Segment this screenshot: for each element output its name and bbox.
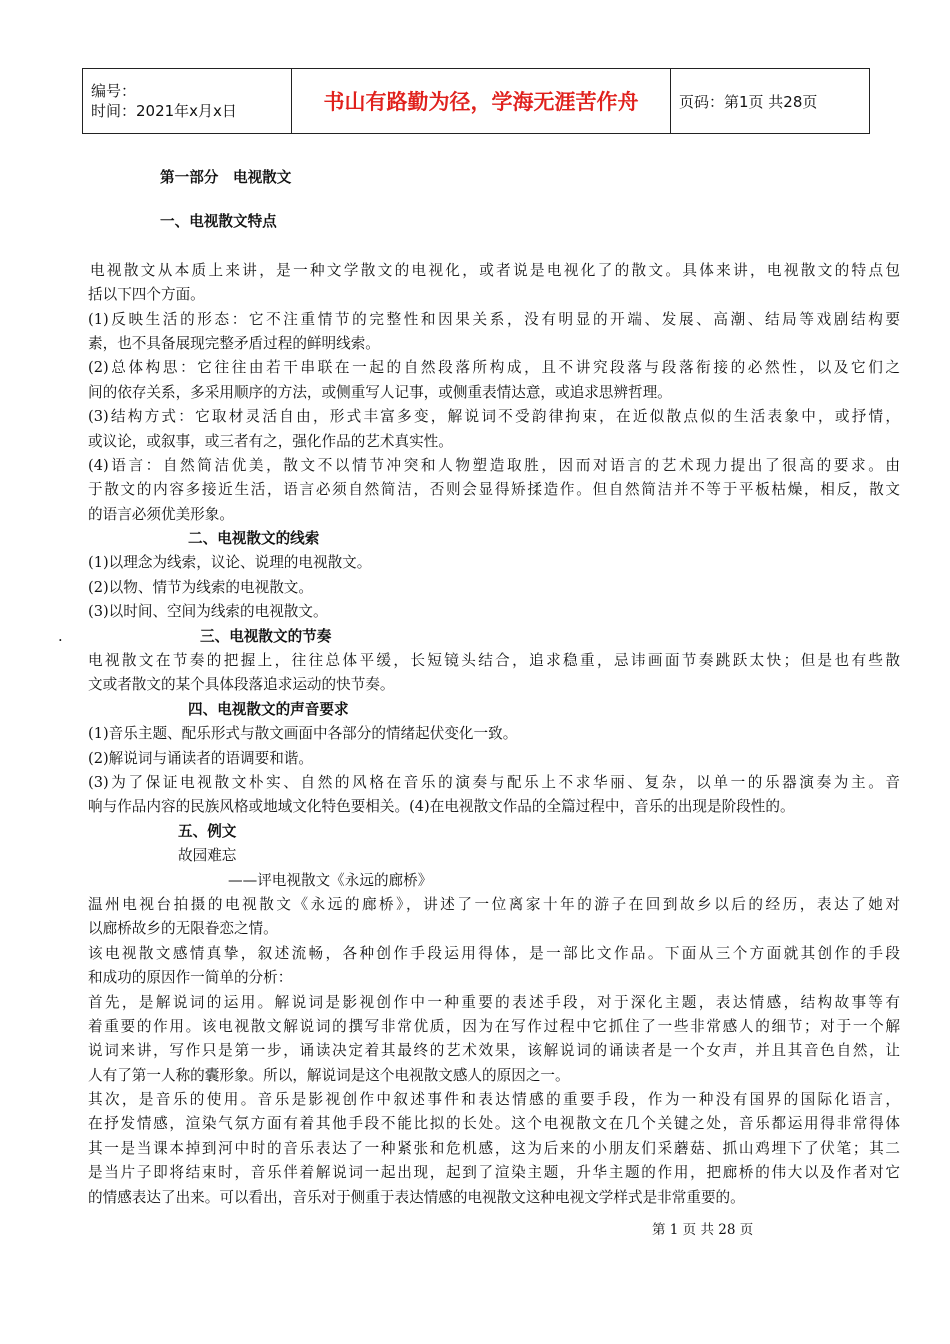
part-title: 第一部分 电视散文 — [160, 169, 292, 186]
paragraph-line: (2)总体构思：它往往由若干串联在一起的自然段落所构成，且不讲究段落与段落衔接的必然性，以及它们之 — [88, 359, 900, 377]
paragraph-line: (1)反映生活的形态：它不注重情节的完整性和因果关系，没有明显的开端、发展、高潮、结局等戏剧结构要 — [88, 310, 900, 328]
paragraph-line: 间的依存关系，多采用顺序的方法，或侧重写人记事，或侧重表情达意，或追求思辨哲理。 — [88, 383, 672, 401]
paragraph-line: 文或者散文的某个具体段落追求运动的快节奏。 — [88, 676, 395, 694]
header-page-info: 页码：第1页 共28页 — [671, 69, 870, 134]
paragraph-line: 在抒发情感，渲染气氛方面有着其他手段不能比拟的长处。这个电视散文在几个关键之处，音乐都运用得非常得体 — [88, 1115, 900, 1133]
paragraph-line: 电视散文从本质上来讲，是一种文学散文的电视化，或者说是电视化了的散文。具体来讲，电视散文的特点包 — [90, 261, 900, 279]
section-3-title-text: 三、电视散文的节奏 — [200, 627, 332, 645]
paragraph-line: 温州电视台拍摄的电视散文《永远的廊桥》，讲述了一位离家十年的游子在回到故乡以后的经历，表达了她对 — [88, 895, 900, 913]
header-motto: 书山有路勤为径，学海无涯苦作舟 — [292, 69, 671, 134]
paragraph-line: 该电视散文感情真挚，叙述流畅，各种创作手段运用得体，是一部比文作品。下面从三个方面就其创作的手段 — [88, 944, 900, 962]
example-subtitle: ——评电视散文《永远的廊桥》 — [228, 871, 433, 889]
paragraph-line: 首先，是解说词的运用。解说词是影视创作中一种重要的表述手段，对于深化主题，表达情感，结构故事等有 — [88, 993, 900, 1011]
section-4-title: 四、电视散文的声音要求 — [188, 700, 349, 718]
paragraph-line: 和成功的原因作一简单的分析： — [88, 969, 293, 987]
document-body — [58, 166, 900, 1210]
header-meta — [83, 69, 292, 134]
paragraph-line: (4)语言：自然简洁优美，散文不以情节冲突和人物塑造取胜，因而对语言的艺术现力提出了很高的要求。由 — [88, 456, 900, 474]
list-item: (1)以理念为线索，议论、说理的电视散文。 — [88, 554, 372, 572]
paragraph-line: 其次，是音乐的使用。音乐是影视创作中叙述事件和表达情感的重要手段，作为一种没有国界的国际化语言， — [88, 1091, 900, 1109]
paragraph-line: 人有了第一人称的囊形象。所以，解说词是这个电视散文感人的原因之一。 — [88, 1066, 570, 1084]
paragraph-line: (3)为了保证电视散文朴实、自然的风格在音乐的演奏与配乐上不求华丽、复杂，以单一的乐器演奏为主。音 — [88, 773, 900, 791]
section-2-title: 二、电视散文的线索 — [188, 530, 320, 548]
document-header — [82, 68, 870, 134]
paragraph-line: 说词来讲，写作只是第一步，诵读决定着其最终的艺术效果，该解说词的诵读者是一个女声，并且其音色自然，让 — [88, 1042, 900, 1060]
paragraph-line: 电视散文在节奏的把握上，往往总体平缓，长短镜头结合，追求稳重，忌讳画面节奏跳跃太快；但是也有些散 — [88, 652, 900, 670]
list-item: (3)以时间、空间为线索的电视散文。 — [88, 603, 328, 621]
paragraph-line: 素，也不具备展现完整矛盾过程的鲜明线索。 — [88, 334, 380, 352]
page-footer: 第 1 页 共 28 页 — [652, 1222, 754, 1238]
paragraph-line: 或议论，或叙事，或三者有之，强化作品的艺术真实性。 — [88, 432, 453, 450]
paragraph-line: 的情感表达了出来。可以看出，音乐对于侧重于表达情感的电视散文这种电视文学样式是非常重要的。 — [88, 1188, 745, 1206]
paragraph-line: 其一是当课本掉到河中时的音乐表达了一种紧张和危机感，这为后来的小朋友们采蘑菇、抓山鸡埋下了伏笔；其二 — [88, 1139, 900, 1157]
paragraph-line: 着重要的作用。该电视散文解说词的撰写非常优质，因为在写作过程中它抓住了一些非常感人的细节；对于一个解 — [88, 1017, 900, 1035]
paragraph-line: 响与作品内容的民族风格或地域文化特色要相关。(4)在电视散文作品的全篇过程中，音乐的出现是阶段性的。 — [88, 798, 795, 816]
stray-dot: . — [58, 627, 63, 645]
paragraph-line: 的语言必须优美形象。 — [88, 505, 234, 523]
section-3-title — [58, 625, 900, 649]
paragraph-line: 是当片子即将结束时，音乐伴着解说词一起出现，起到了渲染主题，升华主题的作用，把廊桥的伟大以及作者对它 — [88, 1164, 900, 1182]
section-1-title: 一、电视散文特点 — [160, 213, 277, 231]
paragraph-line: 以廊桥故乡的无限眷恋之情。 — [88, 920, 278, 938]
list-item: (2)解说词与诵读者的语调要和谐。 — [88, 749, 313, 767]
paragraph-line: (3)结构方式：它取材灵活自由，形式丰富多变，解说词不受韵律拘束，在近似散点似的生活表象中，或抒情， — [88, 408, 900, 426]
list-item: (2)以物、情节为线索的电视散文。 — [88, 578, 313, 596]
list-item: (1)音乐主题、配乐形式与散文画面中各部分的情绪起伏变化一致。 — [88, 725, 518, 743]
date-label: 时间：2021年x月x日 — [91, 102, 237, 120]
paragraph-line: 括以下四个方面。 — [88, 286, 205, 304]
paragraph-line: 于散文的内容多接近生活，语言必须自然简洁，否则会显得矫揉造作。但自然简洁并不等于平板枯燥，相反，散文 — [88, 481, 900, 499]
number-label: 编号： — [91, 82, 137, 100]
example-title: 故园难忘 — [178, 847, 237, 865]
section-5-title: 五、例文 — [178, 822, 237, 840]
